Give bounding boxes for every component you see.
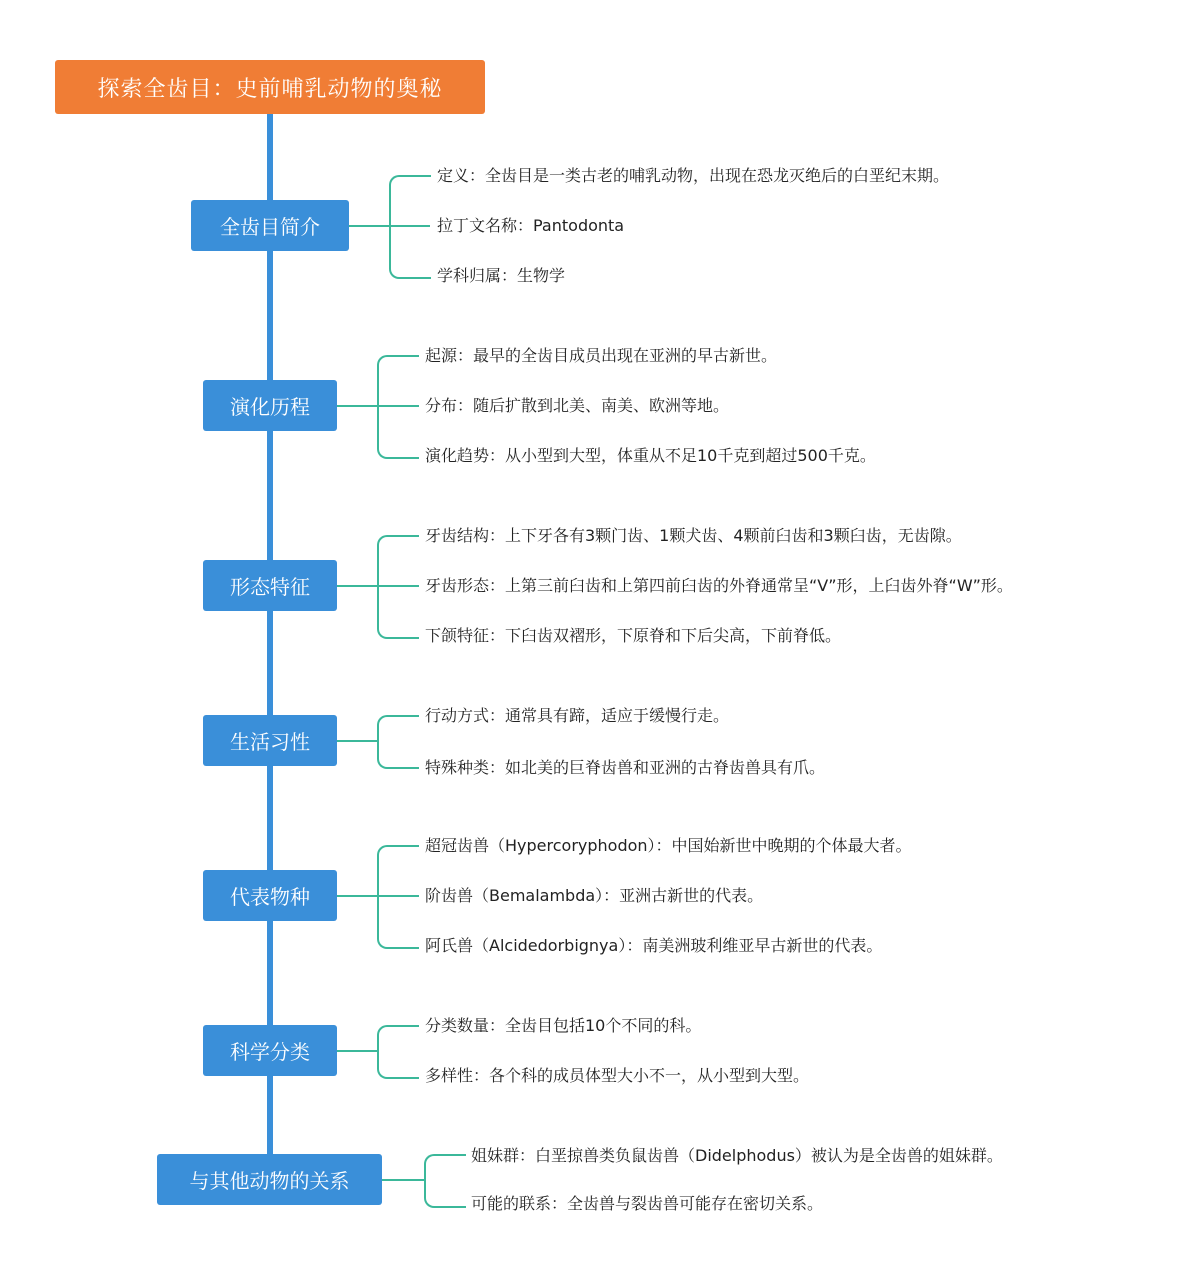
leaf-bracket	[389, 175, 431, 279]
leaf-discipline[interactable]: 学科归属：生物学	[437, 266, 566, 285]
branch-label: 代表物种	[230, 885, 310, 909]
branch-label: 科学分类	[230, 1040, 310, 1064]
branch-morphology[interactable]	[203, 560, 337, 611]
root-topic[interactable]	[55, 60, 485, 114]
branch-relations[interactable]	[157, 1154, 382, 1205]
leaf-trend[interactable]: 演化趋势：从小型到大型，体重从不足10千克到超过500千克。	[425, 446, 876, 465]
leaf-bracket	[377, 355, 419, 459]
branch-habits[interactable]	[203, 715, 337, 766]
leaf-bracket	[377, 845, 419, 949]
leaf-family-count[interactable]: 分类数量：全齿目包括10个不同的科。	[425, 1016, 702, 1035]
main-spine-connector	[267, 114, 273, 1154]
leaf-possible-link[interactable]: 可能的联系：全齿兽与裂齿兽可能存在密切关系。	[471, 1194, 824, 1213]
leaf-origin[interactable]: 起源：最早的全齿目成员出现在亚洲的早古新世。	[425, 346, 778, 365]
branch-connector	[337, 585, 377, 587]
branch-connector	[349, 225, 389, 227]
leaf-alcidedorbignya[interactable]: 阿氏兽（Alcidedorbignya）：南美洲玻利维亚早古新世的代表。	[425, 936, 883, 955]
leaf-connector	[377, 585, 419, 587]
leaf-connector	[377, 895, 419, 897]
leaf-definition[interactable]: 定义：全齿目是一类古老的哺乳动物，出现在恐龙灭绝后的白垩纪末期。	[437, 166, 950, 185]
branch-intro[interactable]	[191, 200, 349, 251]
branch-species[interactable]	[203, 870, 337, 921]
branch-label: 演化历程	[230, 395, 310, 419]
leaf-latin-name[interactable]: 拉丁文名称：Pantodonta	[437, 216, 625, 235]
leaf-hypercoryphodon[interactable]: 超冠齿兽（Hypercoryphodon）：中国始新世中晚期的个体最大者。	[425, 836, 912, 855]
leaf-locomotion[interactable]: 行动方式：通常具有蹄，适应于缓慢行走。	[425, 706, 730, 725]
branch-connector	[337, 895, 377, 897]
leaf-bracket	[377, 1025, 419, 1079]
leaf-bemalambda[interactable]: 阶齿兽（Bemalambda）：亚洲古新世的代表。	[425, 886, 764, 905]
branch-label: 形态特征	[230, 575, 310, 599]
branch-connector	[337, 1050, 377, 1052]
branch-classification[interactable]	[203, 1025, 337, 1076]
leaf-connector	[377, 405, 419, 407]
leaf-teeth-shape[interactable]: 牙齿形态：上第三前臼齿和上第四前臼齿的外脊通常呈“V”形，上臼齿外脊“W”形。	[425, 576, 1013, 595]
leaf-connector	[389, 225, 430, 227]
branch-label: 生活习性	[230, 730, 310, 754]
branch-label: 全齿目简介	[220, 215, 320, 239]
leaf-special-types[interactable]: 特殊种类：如北美的巨脊齿兽和亚洲的古脊齿兽具有爪。	[425, 758, 826, 777]
leaf-bracket	[377, 535, 419, 639]
branch-label: 与其他动物的关系	[189, 1169, 350, 1193]
branch-connector	[382, 1179, 424, 1181]
leaf-teeth-structure[interactable]: 牙齿结构：上下牙各有3颗门齿、1颗犬齿、4颗前臼齿和3颗臼齿，无齿隙。	[425, 526, 962, 545]
leaf-bracket	[377, 715, 419, 769]
leaf-bracket	[424, 1154, 466, 1208]
leaf-jaw[interactable]: 下颌特征：下臼齿双褶形，下原脊和下后尖高，下前脊低。	[425, 626, 842, 645]
branch-connector	[337, 740, 377, 742]
branch-evolution[interactable]	[203, 380, 337, 431]
leaf-sister-group[interactable]: 姐妹群：白垩掠兽类负鼠齿兽（Didelphodus）被认为是全齿兽的姐妹群。	[471, 1146, 1003, 1165]
root-topic-label: 探索全齿目：史前哺乳动物的奥秘	[97, 76, 443, 102]
leaf-distribution[interactable]: 分布：随后扩散到北美、南美、欧洲等地。	[425, 396, 730, 415]
leaf-diversity[interactable]: 多样性：各个科的成员体型大小不一，从小型到大型。	[425, 1066, 810, 1085]
branch-connector	[337, 405, 377, 407]
